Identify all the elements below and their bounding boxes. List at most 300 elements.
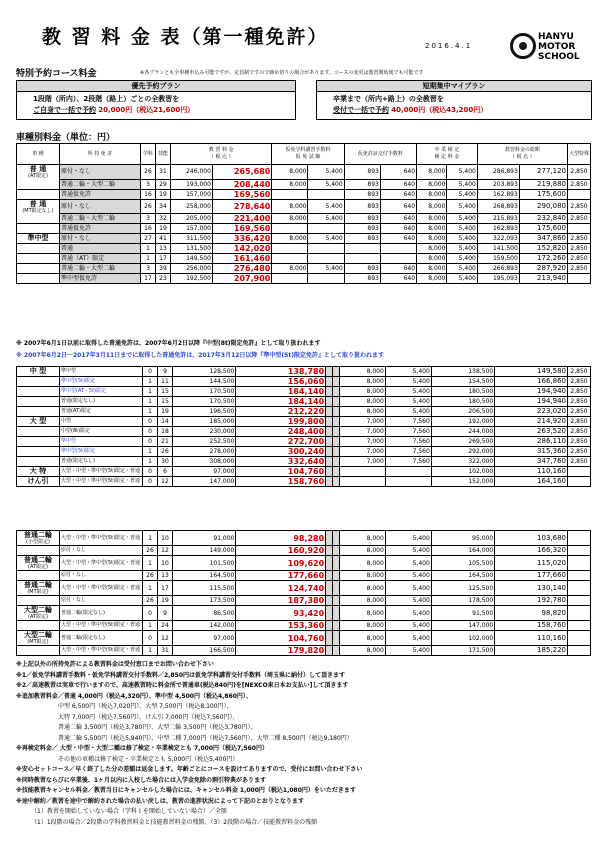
grad-fee-cell: 8,000 bbox=[417, 214, 447, 224]
total-tax-cell: 287,920 bbox=[519, 264, 567, 274]
total-tax-cell: 110,160 bbox=[495, 467, 568, 477]
license-cell: 普通二輪・大型二輪 bbox=[60, 179, 141, 189]
license-cell: 普通二輪(限定なし) bbox=[60, 631, 143, 646]
license-cell: 準中型(5t)限定 bbox=[60, 447, 143, 457]
gakka-cell: 3 bbox=[141, 264, 156, 274]
issue-tax-cell: 640 bbox=[380, 264, 416, 274]
vehicle-type-cell bbox=[17, 214, 60, 224]
grad-fee-cell: 8,000 bbox=[339, 596, 385, 606]
empty-cell bbox=[333, 631, 340, 646]
grad-tax-cell: 5,400 bbox=[447, 189, 477, 199]
vehicle-type-cell: 普通二輪 (MT限定) bbox=[17, 581, 60, 596]
vehicle-subtype: (MT限定) bbox=[27, 589, 49, 595]
license-cell: 普通（AT）限定 bbox=[60, 254, 141, 264]
karimen-tax-cell bbox=[308, 244, 344, 254]
total-tax-cell: 347,860 bbox=[519, 234, 567, 244]
karimen-fee-cell: 8,000 bbox=[272, 179, 308, 189]
empty-cell bbox=[568, 581, 591, 596]
license-cell: 原付・なし bbox=[60, 596, 143, 606]
fee-tax-cell: 221,400 bbox=[212, 214, 271, 224]
priority-plan-line2a: ご自身で一括で予約 bbox=[33, 106, 96, 114]
empty-cell bbox=[326, 387, 333, 397]
table-row bbox=[17, 377, 591, 387]
fee-cell: 308,000 bbox=[173, 457, 236, 467]
table-row bbox=[17, 189, 591, 199]
karimen-fee-cell: 8,000 bbox=[272, 214, 308, 224]
fee-tax-cell: 93,420 bbox=[236, 606, 326, 621]
extra-cell: 2,850 bbox=[568, 244, 591, 254]
total-tax-cell: 152,820 bbox=[519, 244, 567, 254]
extra-cell bbox=[568, 477, 591, 487]
total-cell: 322,000 bbox=[431, 457, 494, 467]
empty-cell bbox=[333, 606, 340, 621]
fee-tax-cell: 184,140 bbox=[236, 387, 326, 397]
grad-tax-cell: 5,400 bbox=[385, 571, 431, 581]
fee-cell: 246,000 bbox=[171, 165, 213, 180]
table-row bbox=[17, 417, 591, 427]
ginou-cell: 19 bbox=[156, 224, 171, 234]
empty-cell bbox=[333, 581, 340, 596]
note-line: 普通二輪 3,500円（税込3,780円）、大型二輪 3,500円（税込3,780円）、 bbox=[16, 724, 257, 731]
license-cell: 普通二輪・大型二輪 bbox=[60, 264, 141, 274]
total-cell: 180,500 bbox=[431, 397, 494, 407]
grad-fee-cell: 8,000 bbox=[417, 264, 447, 274]
fee-tax-cell: 158,760 bbox=[236, 477, 326, 487]
grad-tax-cell: 7,560 bbox=[385, 417, 431, 427]
license-cell: 原付・なし bbox=[60, 165, 141, 180]
col-fee: 教 習 料 金 （ 税 込 ） bbox=[171, 144, 272, 165]
fee-tax-cell: 332,640 bbox=[236, 457, 326, 467]
table-row bbox=[17, 244, 591, 254]
table-row bbox=[17, 477, 591, 487]
grad-tax-cell: 5,400 bbox=[385, 546, 431, 556]
issue-fee-cell: 893 bbox=[344, 274, 380, 284]
empty-cell bbox=[326, 646, 333, 656]
grad-fee-cell: 8,000 bbox=[417, 254, 447, 264]
total-tax-cell: 98,820 bbox=[495, 606, 568, 621]
vehicle-type-cell: 準中型 bbox=[17, 234, 60, 244]
issue-tax-cell: 640 bbox=[380, 179, 416, 189]
grad-tax-cell: 5,400 bbox=[385, 367, 431, 377]
gakka-cell: 26 bbox=[141, 199, 156, 214]
grad-tax-cell: 5,400 bbox=[385, 397, 431, 407]
ginou-cell: 31 bbox=[156, 165, 171, 180]
karimen-tax-cell bbox=[308, 274, 344, 284]
total-tax-cell: 286,110 bbox=[495, 437, 568, 447]
karimen-tax-cell: 5,400 bbox=[308, 165, 344, 180]
total-cell: 178,500 bbox=[431, 596, 494, 606]
note-line: ※同時教習ならびに卒業後、1ヶ月以内に入校した場合には入学金免除の割引特典があります bbox=[16, 776, 267, 784]
grad-fee-cell: 8,000 bbox=[417, 234, 447, 244]
grad-fee-cell: 8,000 bbox=[339, 377, 385, 387]
priority-plan-title: 優先予約プラン bbox=[17, 81, 295, 92]
license-cell: 原付・なし bbox=[60, 546, 143, 556]
empty-cell bbox=[333, 531, 340, 546]
total-tax-cell: 149,580 bbox=[495, 367, 568, 377]
issue-fee-cell: 893 bbox=[344, 214, 380, 224]
vehicle-subtype: (AT限定) bbox=[28, 173, 48, 179]
intensive-plan-title: 短期集中マイプラン bbox=[317, 81, 591, 92]
empty-cell bbox=[333, 407, 340, 417]
vehicle-type-cell bbox=[17, 189, 60, 199]
fee-tax-cell: 300,240 bbox=[236, 447, 326, 457]
fee-tax-cell: 169,560 bbox=[212, 224, 271, 234]
extra-cell bbox=[568, 274, 591, 284]
gakka-cell: 1 bbox=[143, 646, 158, 656]
empty-cell bbox=[326, 437, 333, 447]
total-cell: 152,000 bbox=[431, 477, 494, 487]
total-cell: 91,500 bbox=[431, 606, 494, 621]
license-cell: 準中型 bbox=[60, 367, 143, 377]
total-tax-cell: 219,880 bbox=[519, 179, 567, 189]
ginou-cell: 15 bbox=[158, 387, 173, 397]
empty-cell bbox=[326, 397, 333, 407]
col-gakka: 学科 bbox=[141, 144, 156, 165]
fee-cell: 91,000 bbox=[173, 531, 236, 546]
fee-cell: 164,500 bbox=[173, 571, 236, 581]
vehicle-type-cell bbox=[17, 387, 60, 397]
fee-cell: 196,500 bbox=[173, 407, 236, 417]
grad-tax-cell: 5,400 bbox=[385, 387, 431, 397]
col-license: 所 持 免 許 bbox=[60, 144, 141, 165]
gakka-cell: 1 bbox=[143, 621, 158, 631]
vehicle-type-cell bbox=[17, 596, 60, 606]
ginou-cell: 19 bbox=[156, 189, 171, 199]
fee-cell: 230,000 bbox=[173, 427, 236, 437]
total-cell: 322,093 bbox=[477, 234, 519, 244]
fee-cell: 101,500 bbox=[173, 556, 236, 571]
license-cell: 普通(AT)限定 bbox=[60, 407, 143, 417]
empty-cell bbox=[326, 621, 333, 631]
total-tax-cell: 214,920 bbox=[495, 417, 568, 427]
total-tax-cell: 166,860 bbox=[495, 377, 568, 387]
empty-cell bbox=[568, 556, 591, 571]
gakka-cell: 3 bbox=[141, 214, 156, 224]
empty-cell bbox=[568, 546, 591, 556]
empty-cell bbox=[568, 531, 591, 546]
extra-cell bbox=[568, 189, 591, 199]
empty-cell bbox=[326, 457, 333, 467]
gakka-cell: 0 bbox=[143, 417, 158, 427]
fee-tax-cell: 187,380 bbox=[236, 596, 326, 606]
col-extra: 大型特殊 bbox=[568, 144, 591, 165]
fee-cell: 311,500 bbox=[171, 234, 213, 244]
total-cell: 206,500 bbox=[431, 407, 494, 417]
fee-tax-cell: 184,140 bbox=[236, 397, 326, 407]
vehicle-subtype: (AT限定) bbox=[28, 564, 48, 570]
total-cell: 164,500 bbox=[431, 571, 494, 581]
fee-cell: 115,500 bbox=[173, 581, 236, 596]
grad-fee-cell: 7,000 bbox=[339, 447, 385, 457]
ginou-cell: 34 bbox=[156, 199, 171, 214]
issue-fee-cell: 893 bbox=[344, 224, 380, 234]
extra-cell: 2,850 bbox=[568, 179, 591, 189]
karimen-tax-cell: 5,400 bbox=[308, 214, 344, 224]
table-row bbox=[17, 631, 591, 646]
gakka-cell: 1 bbox=[143, 397, 158, 407]
empty-cell bbox=[333, 467, 340, 477]
col-karimen-issue: 仮免許証交付手数料 bbox=[344, 144, 416, 165]
total-tax-cell: 194,940 bbox=[495, 387, 568, 397]
issue-fee-cell: 893 bbox=[344, 189, 380, 199]
empty-cell bbox=[326, 467, 333, 477]
total-tax-cell: 277,120 bbox=[519, 165, 567, 180]
vehicle-subtype: (AT限定) bbox=[28, 614, 48, 620]
col-karimen: 仮免学科講習手数料 仮 免 試 験 bbox=[272, 144, 344, 165]
grad-tax-cell: 5,400 bbox=[385, 531, 431, 546]
grad-fee-cell: 8,000 bbox=[339, 531, 385, 546]
grad-tax-cell: 5,400 bbox=[385, 581, 431, 596]
vehicle-type-cell bbox=[17, 571, 60, 581]
fee-cell: 142,000 bbox=[173, 621, 236, 631]
gakka-cell: 1 bbox=[143, 531, 158, 546]
karimen-tax-cell bbox=[308, 254, 344, 264]
fee-cell: 128,500 bbox=[173, 367, 236, 377]
fee-cell: 147,000 bbox=[173, 477, 236, 487]
license-cell: 準中型 bbox=[60, 437, 143, 447]
total-tax-cell: 175,600 bbox=[519, 189, 567, 199]
grad-fee-cell: 8,000 bbox=[339, 571, 385, 581]
school-logo bbox=[510, 30, 588, 86]
karimen-fee-cell: 8,000 bbox=[272, 199, 308, 214]
ginou-cell: 31 bbox=[158, 646, 173, 656]
note-line: （1）教習を開始していない場合（学科１を開始していない場合）／全額 bbox=[16, 808, 227, 815]
empty-cell bbox=[333, 387, 340, 397]
vehicle-type-cell bbox=[17, 621, 60, 631]
col-type: 車 種 bbox=[17, 144, 60, 165]
extra-cell: 2,850 bbox=[568, 417, 591, 427]
ginou-cell: 21 bbox=[158, 437, 173, 447]
issue-tax-cell bbox=[380, 254, 416, 264]
license-cell: 普通仮免許 bbox=[60, 224, 141, 234]
karimen-fee-cell bbox=[272, 189, 308, 199]
grad-tax-cell: 7,560 bbox=[385, 447, 431, 457]
total-cell: 125,500 bbox=[431, 581, 494, 596]
grad-tax-cell: 5,400 bbox=[385, 556, 431, 571]
total-cell: 268,893 bbox=[477, 199, 519, 214]
table-row bbox=[17, 457, 591, 467]
vehicle-type-cell: 普通二輪 (AT限定) bbox=[17, 556, 60, 571]
total-tax-cell: 185,220 bbox=[495, 646, 568, 656]
total-tax-cell: 103,680 bbox=[495, 531, 568, 546]
table-row bbox=[17, 596, 591, 606]
vehicle-type-cell bbox=[17, 437, 60, 447]
license-cell: 大型・中型・準中型(5t)限定・普通 bbox=[60, 646, 143, 656]
fee-tax-cell: 336,420 bbox=[212, 234, 271, 244]
grad-fee-cell: 8,000 bbox=[339, 581, 385, 596]
total-tax-cell: 172,260 bbox=[519, 254, 567, 264]
note-line: ※再検定料金／ 大型・中型・大型二種は修了検定・卒業検定とも 7,000円（税込7,560円） bbox=[16, 745, 268, 752]
total-tax-cell: 166,320 bbox=[495, 546, 568, 556]
vehicle-type-cell bbox=[17, 447, 60, 457]
vehicle-type-cell bbox=[17, 224, 60, 234]
vehicle-type-cell: 大型二輪 (AT限定) bbox=[17, 606, 60, 621]
grad-tax-cell: 5,400 bbox=[447, 179, 477, 189]
total-cell: 159,500 bbox=[477, 254, 519, 264]
grad-fee-cell: 8,000 bbox=[417, 189, 447, 199]
fee-cell: 97,000 bbox=[173, 467, 236, 477]
fee-tax-cell: 276,480 bbox=[212, 264, 271, 274]
table-row bbox=[17, 437, 591, 447]
empty-cell bbox=[326, 427, 333, 437]
issue-fee-cell bbox=[344, 254, 380, 264]
ginou-cell: 14 bbox=[158, 417, 173, 427]
total-tax-cell: 290,080 bbox=[519, 199, 567, 214]
table-row bbox=[17, 571, 591, 581]
license-cell: 準中型(5t)限定 bbox=[60, 377, 143, 387]
extra-cell: 2,850 bbox=[568, 264, 591, 274]
total-tax-cell: 158,760 bbox=[495, 621, 568, 631]
total-cell: 180,500 bbox=[431, 387, 494, 397]
extra-cell: 2,850 bbox=[568, 397, 591, 407]
empty-cell bbox=[333, 457, 340, 467]
grad-tax-cell bbox=[385, 467, 431, 477]
total-tax-cell: 177,660 bbox=[495, 571, 568, 581]
gakka-cell: 26 bbox=[143, 571, 158, 581]
note-line: （1）1段階の場合／2段階の学科教習料金と技能教習料金の残額、（3）2段階の場合／技能教習料金の残額 bbox=[16, 818, 318, 826]
total-cell: 203,893 bbox=[477, 179, 519, 189]
vehicle-type-cell bbox=[17, 427, 60, 437]
fee-cell: 170,500 bbox=[173, 387, 236, 397]
note-line: ※上記以外の所持免許による教習料金は受付窓口までお問い合わせ下さい bbox=[16, 661, 214, 668]
empty-cell bbox=[333, 417, 340, 427]
note-line: ※2／高速教習は実車で行いますので、高速教習時に料金所で普通車(税込840円)を[NEXCO東日本お支払い]して頂きます bbox=[16, 682, 349, 689]
total-cell: 286,893 bbox=[477, 165, 519, 180]
vehicle-type-cell: 大 型 bbox=[17, 417, 60, 427]
table-row bbox=[17, 254, 591, 264]
empty-cell bbox=[326, 556, 333, 571]
issue-tax-cell: 640 bbox=[380, 189, 416, 199]
grad-fee-cell: 8,000 bbox=[339, 621, 385, 631]
total-tax-cell: 223,020 bbox=[495, 407, 568, 417]
grad-fee-cell: 8,000 bbox=[417, 199, 447, 214]
issue-date: 2016.4.1 bbox=[425, 42, 473, 50]
priority-plan-line1: 1段階（所内）、2段階（路上）ごとの全教習を bbox=[33, 95, 180, 103]
license-cell: 普通二輪(限定なし) bbox=[60, 606, 143, 621]
vehicle-type-cell: 普通二輪 (小型限定) bbox=[17, 531, 60, 546]
grad-fee-cell bbox=[339, 477, 385, 487]
issue-fee-cell: 893 bbox=[344, 199, 380, 214]
ginou-cell: 32 bbox=[156, 214, 171, 224]
fee-tax-cell: 265,680 bbox=[212, 165, 271, 180]
empty-cell bbox=[333, 477, 340, 487]
logo-text: HANYU MOTOR SCHOOL bbox=[538, 32, 580, 62]
note-line: ※追加教習料金／普通 4,000円（税込4,320円）、準中型 4,500円（税込4,860円）、 bbox=[16, 692, 252, 700]
license-cell: 普通(限定なし) bbox=[60, 457, 143, 467]
empty-cell bbox=[326, 631, 333, 646]
karimen-fee-cell bbox=[272, 224, 308, 234]
fee-tax-cell: 124,740 bbox=[236, 581, 326, 596]
vehicle-type-cell bbox=[17, 457, 60, 467]
empty-cell bbox=[326, 581, 333, 596]
empty-cell bbox=[326, 606, 333, 621]
fee-tax-cell: 272,700 bbox=[236, 437, 326, 447]
license-cell: 普通仮免許 bbox=[60, 189, 141, 199]
total-cell: 244,000 bbox=[431, 427, 494, 437]
gakka-cell: 16 bbox=[141, 189, 156, 199]
note-line: ※安心セットコース／早く終了した分の差額は返金します。年齢ごとにコースを設けてありますので、受付にお問い合わせ下さい bbox=[16, 766, 363, 773]
table-row bbox=[17, 646, 591, 656]
karimen-fee-cell: 8,000 bbox=[272, 234, 308, 244]
grad-tax-cell: 5,400 bbox=[447, 264, 477, 274]
grad-fee-cell: 8,000 bbox=[339, 407, 385, 417]
ginou-cell: 9 bbox=[158, 606, 173, 621]
notes-section bbox=[16, 660, 601, 828]
ginou-cell: 24 bbox=[158, 621, 173, 631]
ginou-cell: 19 bbox=[158, 407, 173, 417]
vehicle-subtype: (MT限定なし) bbox=[22, 207, 54, 214]
fee-cell: 258,000 bbox=[171, 199, 213, 214]
grad-fee-cell: 7,000 bbox=[339, 417, 385, 427]
total-tax-cell: 263,520 bbox=[495, 427, 568, 437]
empty-cell bbox=[326, 546, 333, 556]
total-tax-cell: 115,020 bbox=[495, 556, 568, 571]
grad-tax-cell: 5,400 bbox=[447, 199, 477, 214]
grad-tax-cell: 5,400 bbox=[447, 234, 477, 244]
issue-fee-cell: 893 bbox=[344, 165, 380, 180]
extra-cell: 2,850 bbox=[568, 377, 591, 387]
fee-tax-cell: 207,900 bbox=[212, 274, 271, 284]
vehicle-type-cell bbox=[17, 244, 60, 254]
license-cell: 大型・中型・準中型(5t)限定・普通 bbox=[60, 531, 143, 546]
issue-tax-cell bbox=[380, 244, 416, 254]
license-cell: 原付・なし bbox=[60, 571, 143, 581]
table-row bbox=[17, 606, 591, 621]
gakka-cell: 0 bbox=[143, 367, 158, 377]
license-cell: 中型(8t)限定 bbox=[60, 427, 143, 437]
extra-cell: 2,850 bbox=[568, 437, 591, 447]
grad-fee-cell: 8,000 bbox=[339, 387, 385, 397]
vehicle-subtype: (MT限定) bbox=[27, 639, 49, 645]
ginou-cell: 26 bbox=[158, 447, 173, 457]
grad-tax-cell: 7,560 bbox=[385, 457, 431, 467]
table-row bbox=[17, 546, 591, 556]
total-cell: 95,000 bbox=[431, 531, 494, 546]
ginou-cell: 30 bbox=[158, 457, 173, 467]
ginou-cell: 29 bbox=[156, 179, 171, 189]
gakka-cell: 27 bbox=[141, 234, 156, 244]
total-tax-cell: 194,940 bbox=[495, 397, 568, 407]
vehicle-type-cell: 中 型 bbox=[17, 367, 60, 377]
table-row bbox=[17, 224, 591, 234]
fee-tax-cell: 142,020 bbox=[212, 244, 271, 254]
empty-cell bbox=[568, 621, 591, 631]
license-cell: 中型 bbox=[60, 417, 143, 427]
extra-cell bbox=[568, 467, 591, 477]
priority-plan-price: 20,000円（税込21,600円） bbox=[98, 106, 195, 114]
fee-cell: 278,000 bbox=[173, 447, 236, 457]
special-course-heading: 特別予約コース料金 bbox=[16, 69, 97, 79]
gakka-cell: 1 bbox=[143, 387, 158, 397]
gakka-cell: 1 bbox=[143, 407, 158, 417]
fee-tax-cell: 109,620 bbox=[236, 556, 326, 571]
karimen-fee-cell bbox=[272, 274, 308, 284]
note-line: 中型 6,500円（税込7,020円）、大型 7,500円（税込8,100円）、 bbox=[16, 703, 233, 710]
grad-tax-cell: 7,560 bbox=[385, 437, 431, 447]
page-title: 教 習 料 金 表（第一種免許） bbox=[42, 26, 329, 48]
table-row bbox=[17, 556, 591, 571]
vehicle-type-cell bbox=[17, 264, 60, 274]
fee-cell: 166,500 bbox=[173, 646, 236, 656]
fee-cell: 205,000 bbox=[171, 214, 213, 224]
vehicle-type-cell: 普 通 (AT限定) bbox=[17, 165, 60, 180]
table-row bbox=[17, 467, 591, 477]
gakka-cell: 1 bbox=[143, 457, 158, 467]
grad-tax-cell: 5,400 bbox=[447, 224, 477, 234]
total-tax-cell: 164,160 bbox=[495, 477, 568, 487]
fee-tax-cell: 153,360 bbox=[236, 621, 326, 631]
table-row bbox=[17, 367, 591, 377]
